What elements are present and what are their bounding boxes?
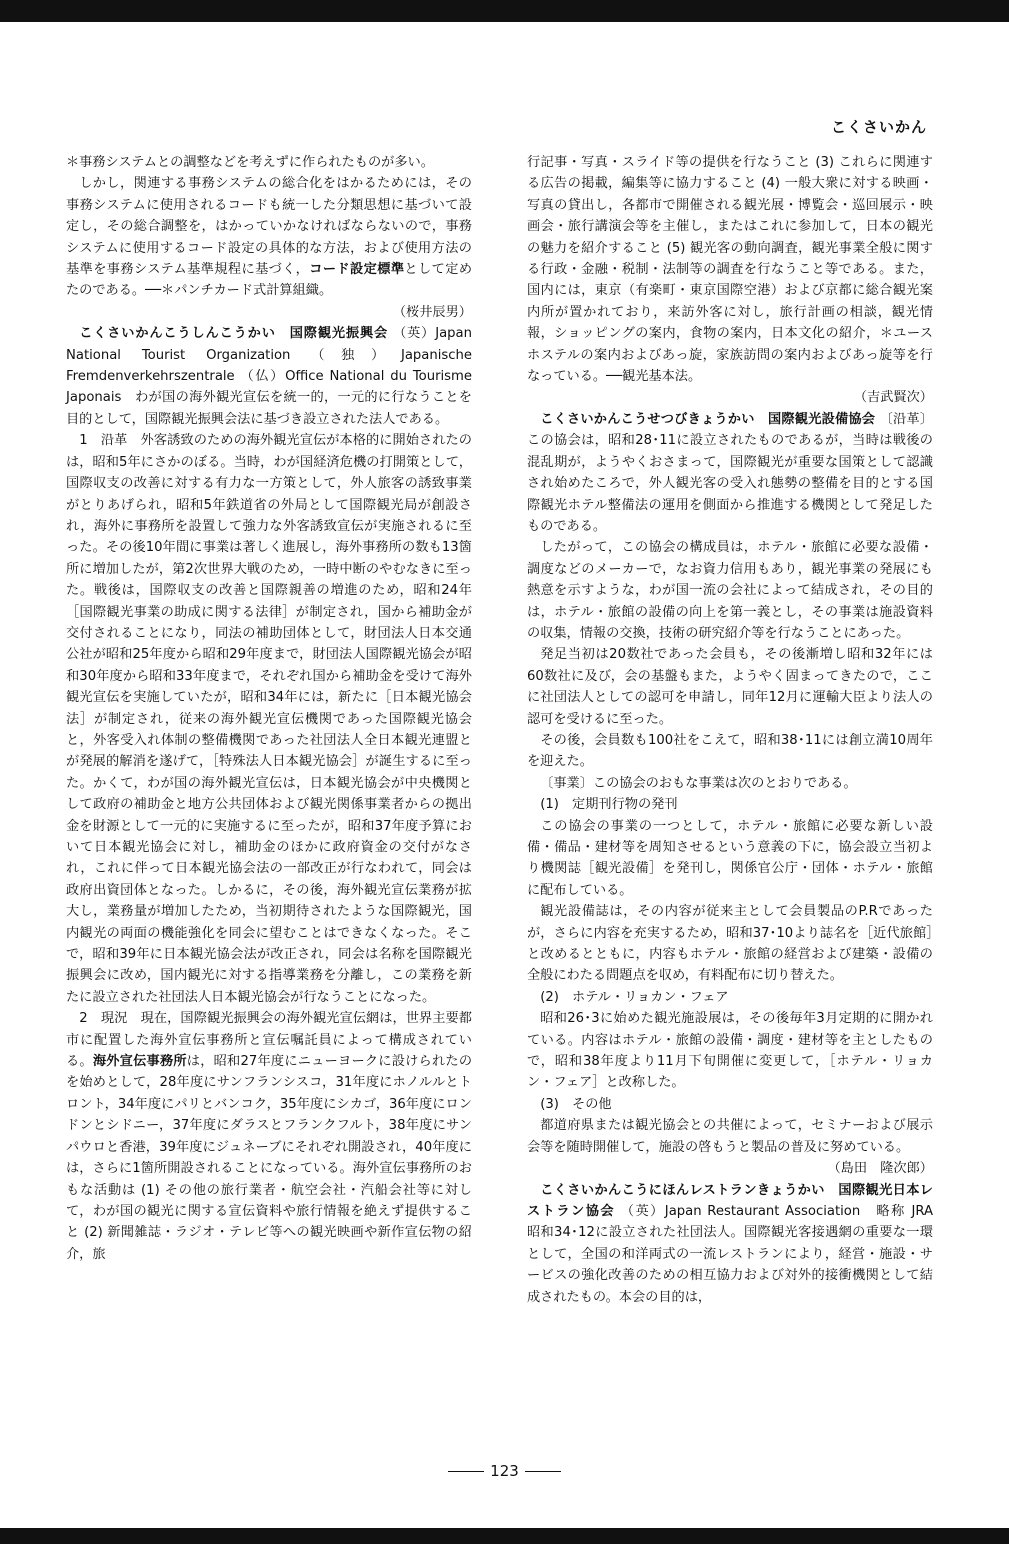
paragraph: 〔事業〕この協会のおもな事業は次のとおりである。	[540, 775, 857, 791]
author-signature: （島田 隆次郎）	[827, 1161, 933, 1177]
page-number: 123	[490, 1462, 519, 1480]
paragraph: 2 現況 現在，国際観光振興会の海外観光宣伝網は，世界主要都市に配置した海外宣伝事務所と宣伝嘱託員によって構成されている。海外宣伝事務所は，昭和27年度にニューヨークに設けられたのを始めとして，28年度にサンフランシスコ，31年度にホノルルとトロント，34年度にパリとバンコク，35年度にシカゴ，36年度にロンドンとシドニー，37年度にダラスとフランクフルト，38年度にサンパウロと香港，39年度にジュネーブにそれぞれ開設され，40年度には，さらに1箇所開設されることになっている。海外宣伝事務所のおもな活動は (1) その他の旅行業者・航空会社・汽船会社等に対して，わが国の観光に関する宣伝資料や旅行情報を絶えず提供すること (2) 新聞雑誌・ラジオ・テレビ等への観光映画や新作宣伝物の紹介，旅	[66, 1011, 473, 1262]
subsection-heading: (2) ホテル・リョカン・フェア	[540, 989, 729, 1005]
top-border-bar	[0, 0, 1009, 22]
paragraph: 昭和26･3に始めた観光施設展は，その後毎年3月定期的に開かれている。内容はホテル・旅館の設備・調度・建材等を主としたもので，昭和38年度より11月下旬開催に変更して，［ホテル・リョカン・フェア］と改称した。	[527, 1011, 933, 1091]
bold-term: 海外宣伝事務所	[92, 1054, 187, 1070]
entry: こくさいかんこうしんこうかい 国際観光振興会 （英）Japan National Tourist Organization （独）Japanische Fremdenverkehrszentrale （仏）Office National du Tourisme Japonais わが国の海外観光宣伝を統一的，一元的に行なうことを目的として，国際観光振興会法に基づき設立された法人である。	[66, 326, 472, 427]
paragraph: 観光設備誌は，その内容が従来主として会員製品のP.Rであったが，さらに内容を充実するため，昭和37･10より誌名を［近代旅館］と改めるとともに，内容もホテル・旅館の経営および建築・設備の全般にわたる問題点を収め，有料配布に切り替えた。	[527, 904, 933, 984]
bottom-border-bar	[0, 1528, 1009, 1544]
left-column	[66, 152, 472, 1452]
paragraph: しかし，関連する事務システムの総合化をはかるためには，その事務システムに使用されるコードも統一した分類思想に基づいて設定し，その総合調整を，はかっていかなければならないので，事務システムに使用するコード設定の具体的な方法，および使用方法の基準を事務システム基準規程に基づく，コード設定標準として定めたのである。──＊パンチカード式計算組織。	[66, 176, 473, 299]
subsection-heading: (3) その他	[540, 1096, 612, 1112]
entry-heading: こくさいかんこうせつびきょうかい 国際観光設備協会	[540, 411, 876, 427]
entry: こくさいかんこうせつびきょうかい 国際観光設備協会 〔沿革〕この協会は，昭和28･11に設立されたものであるが，当時は戦後の混乱期が，ようやくおさまって，国際観光が重要な国策として認識され始めたころで，外人観光客の受入れ態勢の整備を目的とする国際観光ホテル整備法の運用を側面から推進する機関として発足したものである。	[527, 411, 933, 534]
footer-rule-left	[448, 1471, 484, 1472]
subsection-heading: (1) 定期刊行物の発刊	[540, 797, 678, 813]
running-head: こくさいかん	[830, 118, 927, 136]
author-signature: （桜井辰男）	[392, 304, 472, 320]
paragraph: 都道府県または観光協会との共催によって，セミナーおよび展示会等を随時開催して，施設の啓もうと製品の普及に努めている。	[527, 1118, 933, 1155]
bold-term: コード設定標準	[309, 262, 405, 278]
page-number-footer	[0, 1462, 1009, 1480]
paragraph: 発足当初は20数社であった会員も，その後漸増し昭和32年には60数社に及び，会の基盤もまた，ようやく固まってきたので，ここに社団法人としての認可を申請し，同年12月に運輸大臣より法人の認可を受けるに至った。	[527, 647, 933, 727]
paragraph: 1 沿革 外客誘致のための海外観光宣伝が本格的に開始されたのは，昭和5年にさかのぼる。当時，わが国経済危機の打開策として，国際収支の改善に対する有力な一方策として，外人旅客の誘致事業がとりあげられ，昭和5年鉄道省の外局として国際観光局が創設され，海外に事務所を設置して強力な外客誘致宣伝が実施されるに至った。その後10年間に事業は著しく進展し，海外事務所の数も13箇所に増加したが，第2次世界大戦のため，一時中断のやむなきに至った。戦後は，国際収支の改善と国際親善の増進のため，昭和24年［国際観光事業の助成に関する法律］が制定され，国から補助金が交付されることになり，同法の補助団体として，財団法人日本交通公社が昭和25年度から昭和29年度まで，財団法人国際観光協会が昭和30年度から昭和33年度まで，それぞれ国から補助金を受けて海外観光宣伝を実施していたが，昭和34年には，新たに［日本観光協会法］が制定され，従来の海外観光宣伝機関であった国際観光協会と，外客受入れ体制の整備機関であった社団法人全日本観光連盟とが発展的解消を遂げて，［特殊法人日本観光協会］が誕生するに至った。かくて，わが国の海外観光宣伝は，日本観光協会が中央機関として政府の補助金と地方公共団体および観光関係事業者からの拠出金を財源として一元的に実施するに至ったが，昭和37年度予算において日本観光協会に対し，補助金のほかに政府資金の交付がなされ，これに伴って日本観光協会法の一部改正が行なわれて，同会は政府出資団体となった。しかるに，その後，海外観光宣伝業務が拡大し，業務量が増加したため，当初期待されたような国際観光，国内観光の両面の機能強化を同会に望むことはできなくなった。そこで，昭和39年に日本観光協会法が改正され，同会は名称を国際観光振興会に改め，国内観光に対する指導業務を分離し，この業務を新たに設立された社団法人日本観光協会が行なうことになった。	[66, 433, 472, 1005]
entry: こくさいかんこうにほんレストランきょうかい 国際観光日本レストラン協会 （英）Japan Restaurant Association 略称 JRA 昭和34･12に設立された社団法人。国際観光客接遇網の重要な一環として，全国の和洋両式の一流レストランにより，経営・施設・サービスの強化改善のための相互協力および対外的接衝機関として結成されたもの。本会の目的は，	[527, 1182, 947, 1305]
author-signature: （吉武賢次）	[853, 390, 933, 406]
entry-heading: こくさいかんこうしんこうかい 国際観光振興会	[79, 326, 389, 342]
paragraph: したがって，この協会の構成員は，ホテル・旅館に必要な設備・調度などのメーカーで，なお資力信用もあり，観光事業の発展にも熱意を示すような，わが国一流の会社によって結成され，その目的は，ホテル・旅館の設備の向上を第一義とし，その事業は施設資料の収集，情報の交換，技術の研究紹介等を行なうことにあった。	[527, 540, 933, 641]
entry-heading: こくさいかんこうにほんレストランきょうかい 国際観光日本レストラン協会	[527, 1182, 933, 1219]
paragraph: 行記事・写真・スライド等の提供を行なうこと (3) これらに関連する広告の掲載，編集等に協力すること (4) 一般大衆に対する映画・写真の貸出し，各都市で開催される観光展・博覧会・巡回展示・映画会・旅行講演会等を主催し，またはこれに参加して，日本の観光の魅力を紹介すること (5) 観光客の動向調査，観光事業全般に関する行政・金融・税制・法制等の調査を行なうこと等である。また，国内には，東京（有楽町・東京国際空港）および京都に総合観光案内所が置かれており，来訪外客に対し，旅行計画の相談，観光情報，ショッピングの案内，食物の案内，日本文化の紹介，＊ユースホステルの案内およびあっ旋，家族訪問の案内およびあっ旋等を行なっている。──観光基本法。	[527, 155, 933, 385]
paragraph: その後，会員数も100社をこえて，昭和38･11には創立満10周年を迎えた。	[527, 732, 933, 770]
paragraph: ＊事務システムとの調整などを考えずに作られたものが多い。	[66, 155, 434, 170]
footer-rule-right	[525, 1471, 561, 1472]
paragraph: この協会の事業の一つとして，ホテル・旅館に必要な新しい設備・備品・建材等を周知させるという意義の下に，協会設立当初より機関誌［観光設備］を発刊し，関係官公庁・団体・ホテル・旅館に配布している。	[527, 818, 933, 898]
right-column	[527, 152, 947, 1452]
